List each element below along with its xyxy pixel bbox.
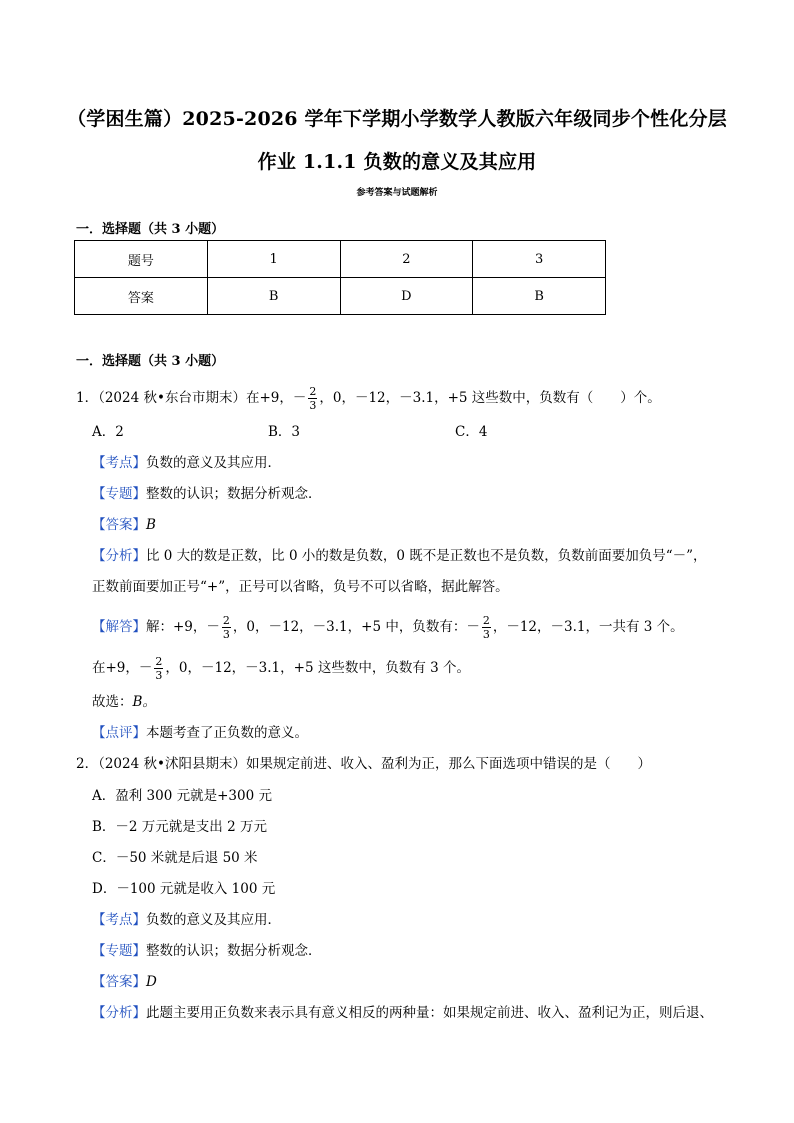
q2-option-c: C．－50 米就是后退 50 米	[92, 850, 258, 866]
fraction: $\frac{2}{3}$	[482, 614, 490, 641]
table-cell: B	[473, 278, 606, 315]
table-cell: 答案	[75, 278, 208, 315]
q1-analysis-line1: 【分析】比 0 大的数是正数，比 0 小的数是负数，0 既不是正数也不是负数，负数前面要加负号“－”，	[92, 548, 707, 564]
q1-comment: 【点评】本题考查了正负数的意义。	[92, 725, 308, 741]
table-row	[75, 278, 606, 315]
q1-answer: 【答案】B	[92, 517, 156, 533]
table-cell: 题号	[75, 241, 208, 278]
q1-zhuanti: 【专题】整数的认识；数据分析观念．	[92, 486, 322, 502]
q1-kaodian: 【考点】负数的意义及其应用．	[92, 455, 281, 471]
page-title: （学困生篇）2025-2026 学年下学期小学数学人教版六年级同步个性化分层作业 1.1.1 负数的意义及其应用	[67, 108, 727, 173]
section-heading-answers: 一．选择题（共 3 小题）	[76, 222, 225, 237]
table-row	[75, 241, 606, 278]
section-heading-questions: 一．选择题（共 3 小题）	[76, 354, 225, 369]
table-cell: D	[340, 278, 473, 315]
fraction: $\frac{2}{3}$	[309, 385, 317, 412]
q1-option-b: B．3	[268, 424, 301, 440]
q2-option-d: D．－100 元就是收入 100 元	[92, 881, 276, 897]
q2-analysis: 【分析】此题主要用正负数来表示具有意义相反的两种量：如果规定前进、收入、盈利记为正，则后退、	[92, 1005, 713, 1021]
q2-stem: 2．（2024 秋•沭阳县期末）如果规定前进、收入、盈利为正，那么下面选项中错误的是（ ）	[76, 756, 651, 772]
answer-table	[74, 240, 606, 315]
q2-option-a: A．盈利 300 元就是+300 元	[92, 788, 272, 804]
table-cell: 3	[473, 241, 606, 278]
q2-option-b: B．－2 万元就是支出 2 万元	[92, 819, 267, 835]
q1-analysis-line2: 正数前面要加正号“+”，正号可以省略，负号不可以省略，据此解答。	[92, 579, 509, 595]
q1-choice: 故选：B。	[92, 694, 156, 710]
table-cell: 1	[207, 241, 340, 278]
q1-option-a: A．2	[92, 424, 124, 440]
q1-solution-line2: 在+9，－ $\frac{2}{3}$ ，0，－12，－3.1，+5 这些数中，负数有 3 个。	[92, 655, 471, 682]
q1-option-c: C．4	[455, 424, 488, 440]
fraction: $\frac{2}{3}$	[155, 655, 163, 682]
q1-stem: 1．（2024 秋•东台市期末）在+9，－ $\frac{2}{3}$ ，0，－12，－3.1，+5 这些数中，负数有（ ）个。	[76, 385, 661, 412]
page-subtitle: 参考答案与试题解析	[356, 188, 438, 198]
q2-zhuanti: 【专题】整数的认识；数据分析观念．	[92, 943, 322, 959]
q2-kaodian: 【考点】负数的意义及其应用．	[92, 912, 281, 928]
q1-solution-line1: 【解答】解：+9，－ $\frac{2}{3}$ ，0，－12，－3.1，+5 中，负数有：－ $\frac{2}{3}$ ，－12，－3.1，一共有 3 个。	[92, 614, 684, 641]
table-cell: 2	[340, 241, 473, 278]
q2-answer: 【答案】D	[92, 974, 157, 990]
table-cell: B	[207, 278, 340, 315]
fraction: $\frac{2}{3}$	[222, 614, 230, 641]
